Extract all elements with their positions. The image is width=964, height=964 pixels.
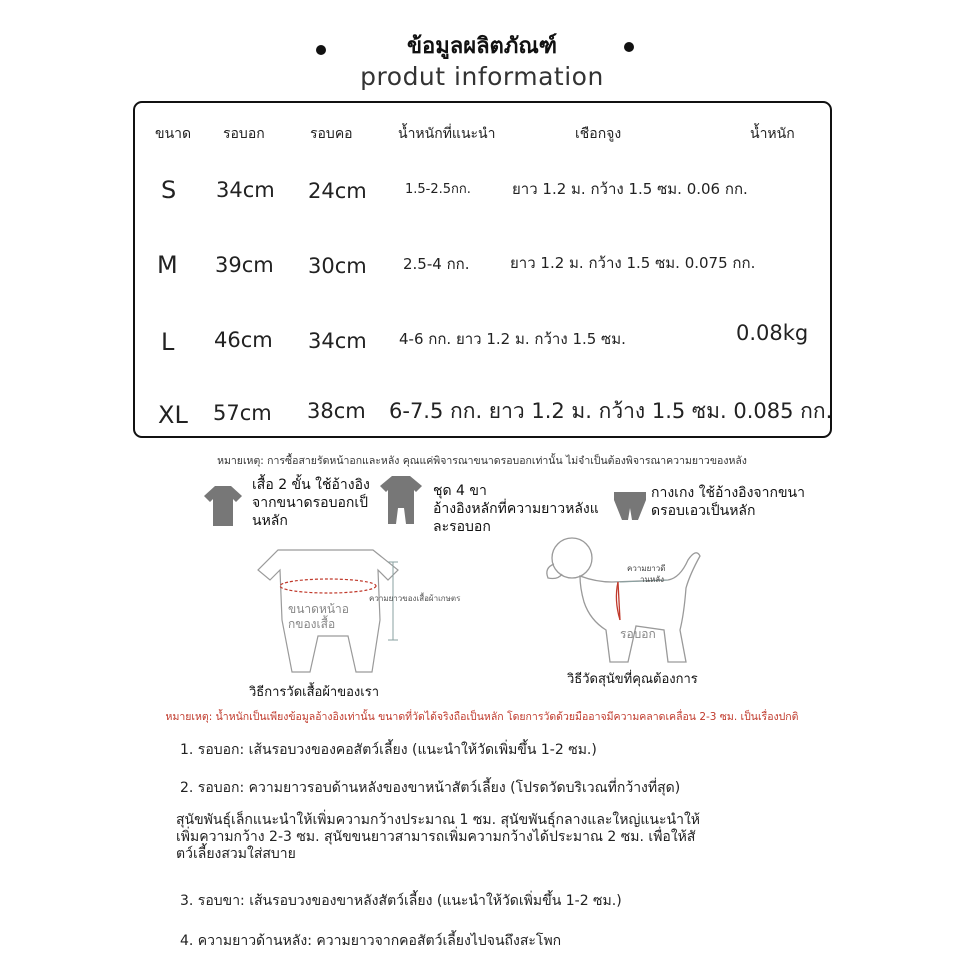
row-xl-recommended: 6-7.5 กก. ยาว 1.2 ม. กว้าง 1.5 ซม. 0.085 กก.: [389, 399, 833, 423]
garment-measure-caption: วิธีการวัดเสื้อผ้าของเรา: [249, 685, 379, 700]
garment-length-label: ความยาวของเสื้อผ้าเกษตร: [369, 594, 461, 603]
row-l-weight: 0.08kg: [736, 321, 809, 345]
instruction-back-length: 4. ความยาวด้านหลัง: ความยาวจากคอสัตว์เลี้ยงไปจนถึงสะโพก: [180, 933, 562, 949]
suit-line-2: อ้างอิงหลักที่ความยาวหลังแ: [433, 501, 599, 517]
instruction-breed-note: [176, 812, 756, 863]
row-s-neck: 24cm: [308, 179, 367, 203]
size-table: [133, 101, 832, 438]
dog-chest-label: รอบอก: [620, 627, 656, 641]
row-s-leash: ยาว 1.2 ม. กว้าง 1.5 ซม. 0.06 กก.: [512, 180, 748, 198]
header-size: ขนาด: [155, 126, 192, 142]
row-m-size: M: [157, 251, 178, 279]
row-l-recommended: 4-6 กก. ยาว 1.2 ม. กว้าง 1.5 ซม.: [399, 330, 626, 348]
row-m-recommended: 2.5-4 กก.: [403, 255, 470, 273]
breed-note-line-2: เพิ่มความกว้าง 2-3 ซม. สุนัขขนยาวสามารถเพิ่มความกว้างได้ประมาณ 2 ซม. เพื่อให้สั: [176, 829, 696, 845]
row-l-neck: 34cm: [308, 329, 367, 353]
instruction-leg: 3. รอบขา: เส้นรอบวงของขาหลังสัตว์เลี้ยง (แนะนำให้วัดเพิ่มขึ้น 1-2 ซม.): [180, 893, 622, 909]
jumpsuit-icon: [378, 474, 424, 526]
header-chest: รอบอก: [223, 126, 265, 142]
instruction-chest: 2. รอบอก: ความยาวรอบด้านหลังของขาหน้าสัตว์เลี้ยง (โปรดวัดบริเวณที่กว้างที่สุด): [180, 780, 681, 796]
row-xl-size: XL: [158, 401, 188, 429]
row-xl-neck: 38cm: [307, 399, 366, 423]
pants-icon: [612, 488, 648, 522]
garment-chest-label-2: กของเสื้อ: [288, 617, 336, 631]
note-harness: หมายเหตุ: การซื้อสายรัดหน้าอกและหลัง คุณแค่พิจารณาขนาดรอบอกเท่านั้น ไม่จำเป็นต้องพิจารณาความยาวของหลัง: [217, 455, 747, 467]
header-leash: เชือกจูง: [575, 126, 622, 142]
garment-chest-label-1: ขนาดหน้าอ: [288, 602, 349, 616]
jumpsuit-description: [433, 482, 599, 536]
dog-back-length-label-2: านหลัง: [640, 575, 665, 584]
shirt-line-1: เสื้อ 2 ขั้น ใช้อ้างอิง: [252, 477, 370, 493]
row-s-chest: 34cm: [216, 178, 275, 202]
suit-line-3: ละรอบอก: [433, 519, 491, 535]
shirt-line-3: นหลัก: [252, 513, 288, 529]
header-neck: รอบคอ: [310, 126, 353, 142]
dog-measure-caption: วิธีวัดสุนัขที่คุณต้องการ: [567, 672, 698, 687]
row-l-size: L: [161, 328, 175, 356]
row-s-size: S: [161, 176, 177, 204]
dog-measure-diagram: [540, 530, 720, 670]
header-recommended-weight: น้ำหนักที่แนะนำ: [398, 126, 496, 142]
breed-note-line-1: สุนัขพันธุ์เล็กแนะนำให้เพิ่มความกว้างประมาณ 1 ซม. สุนัขพันธุ์กลางและใหญ่แนะนำให้: [176, 812, 701, 828]
breed-note-line-3: ตว์เลี้ยงสวมใส่สบาย: [176, 846, 296, 862]
suit-line-1: ชุด 4 ขา: [433, 483, 487, 499]
note-weight-reference: หมายเหตุ: น้ำหนักเป็นเพียงข้อมูลอ้างอิงเท่านั้น ขนาดที่วัดได้จริงถือเป็นหลัก โดยการวัดด้วยมืออาจมีความคลาดเคลื่อน 2-3 ซม. เป็นเรื่องปกติ: [165, 711, 799, 723]
dog-back-length-label-1: ความยาวดี: [627, 564, 666, 573]
row-xl-chest: 57cm: [213, 401, 272, 425]
instruction-neck: 1. รอบอก: เส้นรอบวงของคอสัตว์เลี้ยง (แนะนำให้วัดเพิ่มขึ้น 1-2 ซม.): [180, 742, 597, 758]
title-english: produt information: [360, 62, 604, 91]
pants-description: [651, 484, 805, 520]
row-m-chest: 39cm: [215, 253, 274, 277]
title-thai: ข้อมูลผลิตภัณฑ์: [406, 34, 558, 59]
shirt-line-2: จากขนาดรอบอกเป็: [252, 495, 369, 511]
pants-line-2: ดรอบเอวเป็นหลัก: [651, 503, 756, 519]
shirt-icon: [202, 484, 244, 528]
row-m-leash: ยาว 1.2 ม. กว้าง 1.5 ซม. 0.075 กก.: [510, 254, 756, 272]
pants-line-1: กางเกง ใช้อ้างอิงจากขนา: [651, 485, 805, 501]
header-weight: น้ำหนัก: [750, 126, 795, 142]
row-l-chest: 46cm: [214, 328, 273, 352]
row-s-recommended: 1.5-2.5กก.: [405, 182, 471, 197]
row-m-neck: 30cm: [308, 254, 367, 278]
shirt-description: [252, 476, 370, 530]
